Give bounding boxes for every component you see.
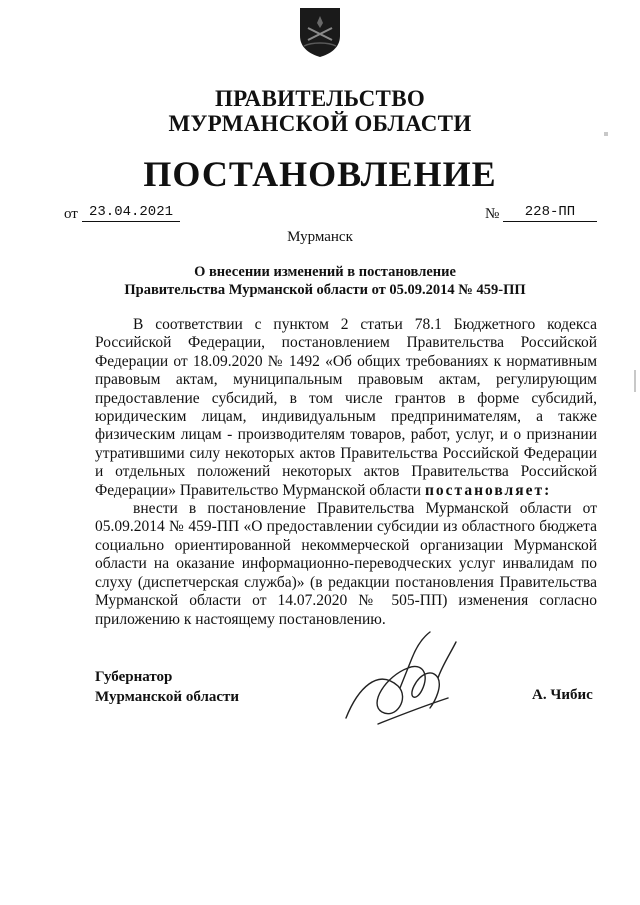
decree-date: 23.04.2021 [82, 203, 180, 222]
signer-name: А. Чибис [532, 687, 593, 703]
government-title-line1: ПРАВИТЕЛЬСТВО [214, 86, 426, 111]
decree-subject [90, 263, 560, 299]
number-prefix: № [485, 206, 500, 222]
government-title-line2: МУРМАНСКОЙ ОБЛАСТИ [168, 111, 472, 136]
paragraph-resolution: внести в постановление Правительства Мурманской области от 05.09.2014 № 459-ПП «О предоставлении субсидии из областного бюджета социально ориентированной некоммерческой организации Мурманской области на оказание информационно-переводческих услуг инвалидам по слуху (диспетчерская служба)» (в редакции постановления Правительства Мурманской области от 14.07.2020 № 505-ПП) изменения согласно приложению к настоящему постановлению. [95, 500, 597, 628]
signer-title-line2: Мурманской области [95, 689, 240, 705]
preamble-text: В соответствии с пунктом 2 статьи 78.1 Бюджетного кодекса Российской Федерации, постановлением Правительства Российской Федерации от 18.09.2020 № 1492 «Об общих требованиях к нормативным правовым актам, муниципальным правовым актам, регулирующим предоставление субсидий, в том числе грантов в форме субсидий, юридическим лицам, индивидуальным предпринимателям, а также физическим лицам - производителям товаров, работ, услуг, и о признании утратившими силу некоторых актов Правительства Российской Федерации и отдельных положений некоторых актов Правительства Российской Федерации» Правительство Мурманской области [95, 316, 597, 499]
decree-number: 228-ПП [503, 203, 597, 222]
scan-artifact [634, 370, 636, 392]
coat-of-arms-icon [298, 6, 342, 58]
subject-line2: Правительства Мурманской области от 05.09.2014 № 459-ПП [124, 282, 526, 298]
document-type-title: ПОСТАНОВЛЕНИЕ [143, 154, 497, 194]
decree-body [95, 316, 597, 629]
signer-title-line1: Губернатор [95, 669, 173, 685]
city: Мурманск [287, 229, 353, 245]
date-prefix: от [64, 206, 78, 222]
handwritten-signature [338, 628, 468, 732]
paragraph-preamble [95, 316, 597, 500]
subject-line1: О внесении изменений в постановление [194, 264, 456, 280]
scan-artifact [604, 132, 608, 136]
resolve-keyword: постановляет: [424, 481, 552, 499]
signer-title [95, 667, 239, 707]
